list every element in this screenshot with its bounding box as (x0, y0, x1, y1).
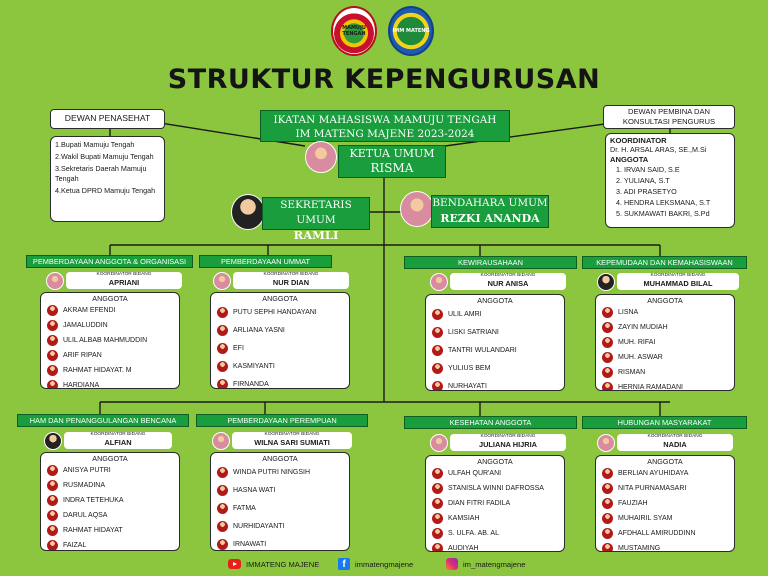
member-avatar (432, 468, 443, 479)
member-name: FIRNANDA (233, 380, 269, 388)
coordinator-label: KOORDINATOR BIDANG (264, 432, 320, 437)
member-name: ANISYA PUTRI (63, 467, 111, 474)
member-name: MUHAIRIL SYAM (618, 515, 673, 522)
list-item (596, 526, 734, 541)
division-title: PEMBERDAYAAN ANGGOTA & ORGANISASI (26, 255, 193, 268)
coordinator-avatar (597, 273, 615, 291)
coordinator-box (450, 434, 566, 451)
list-item (211, 303, 349, 321)
list-item (41, 508, 179, 523)
list-item (211, 339, 349, 357)
sekretaris-role: SEKRETARIS UMUM (280, 199, 352, 226)
dewan-penasehat-label: DEWAN PENASEHAT (64, 113, 151, 123)
member-avatar (217, 539, 228, 550)
coordinator-box (64, 432, 172, 449)
member-name: MUH. ASWAR (618, 354, 663, 361)
member-avatar (432, 327, 443, 338)
coordinator-name: NUR DIAN (272, 278, 310, 287)
member-avatar (432, 513, 443, 524)
list-item (41, 478, 179, 493)
list-item: 5. SUKMAWATI BAKRI, S.Pd (616, 209, 710, 218)
instagram-link[interactable] (446, 555, 525, 573)
member-name: HARDIANA (63, 382, 100, 389)
facebook-handle: immatengmajene (355, 559, 414, 569)
list-item (41, 463, 179, 478)
coordinator-name: WILNA SARI SUMIATI (254, 438, 330, 447)
list-item (211, 375, 349, 389)
member-name: ZAYIN MUDIAH (618, 324, 668, 331)
member-name: DIAN FITRI FADILA (448, 500, 511, 507)
list-item: 3. ADI PRASETYO (616, 187, 677, 196)
member-name: MUH. RIFAI (618, 339, 656, 346)
member-avatar (47, 495, 58, 506)
member-name: ULIL AMRI (448, 310, 482, 318)
instagram-handle: im_matengmajene (463, 559, 526, 569)
coordinator-box (233, 272, 349, 289)
member-name: FAUZIAH (618, 500, 648, 507)
member-avatar (432, 345, 443, 356)
member-avatar (217, 485, 228, 496)
list-item (41, 523, 179, 538)
member-avatar (47, 510, 58, 521)
youtube-handle: IMMATENG MAJENE (246, 559, 320, 569)
dewan-penasehat-list (50, 136, 165, 222)
instagram-icon (446, 558, 458, 570)
member-avatar (47, 320, 58, 331)
ketua-role: KETUA UMUM (349, 147, 435, 160)
member-name: ARLIANA YASNI (233, 326, 285, 334)
member-avatar (217, 379, 228, 390)
members-box (425, 294, 565, 391)
list-item (211, 481, 349, 499)
mamuju-tengah-logo: MAMUJU TENGAH (331, 6, 377, 56)
member-name: WINDA PUTRI NINGSIH (233, 468, 311, 476)
member-avatar (217, 307, 228, 318)
list-item (426, 377, 564, 391)
list-item (211, 499, 349, 517)
member-avatar (217, 325, 228, 336)
list-item (596, 541, 734, 552)
member-avatar (432, 498, 443, 509)
list-item (41, 318, 179, 333)
list-item (211, 321, 349, 339)
list-item (211, 517, 349, 535)
member-name: IRNAWATI (233, 540, 267, 548)
member-avatar (602, 498, 613, 509)
member-name: NITA PURNAMASARI (618, 485, 687, 492)
member-name: STANISLA WINNI DAFROSSA (448, 485, 544, 492)
list-item (426, 466, 564, 481)
member-avatar (602, 352, 613, 363)
list-item (596, 466, 734, 481)
member-avatar (47, 525, 58, 536)
coordinator-avatar (430, 434, 448, 452)
members-box (210, 452, 350, 551)
bendahara-role: BENDAHARA UMUM (432, 197, 548, 209)
member-name: NURHAYATI (448, 382, 487, 390)
member-avatar (47, 305, 58, 316)
list-item: 1. IRVAN SAID, S.E (616, 165, 680, 174)
member-avatar (47, 350, 58, 361)
anggota-label: ANGGOTA (262, 294, 298, 303)
list-item (211, 357, 349, 375)
member-name: BERLIAN AYUHIDAYA (618, 470, 689, 477)
coordinator-name: NUR ANISA (487, 279, 529, 288)
member-name: FAIZAL (63, 542, 87, 549)
division-title: PEMBERDAYAAN PEREMPUAN (196, 414, 368, 427)
list-item: 4.Ketua DPRD Mamuju Tengah (55, 186, 156, 195)
list-item: 2. YULIANA, S.T (616, 176, 670, 185)
anggota-label: ANGGOTA (647, 296, 683, 305)
member-name: AKRAM EFENDI (63, 307, 116, 314)
member-avatar (217, 361, 228, 372)
member-name: NURHIDAYANTI (233, 522, 285, 530)
facebook-link[interactable] (338, 555, 413, 573)
list-item (596, 320, 734, 335)
list-item (596, 481, 734, 496)
anggota-label: ANGGOTA (262, 454, 298, 463)
imm-mateng-logo: IMM MATENG (388, 6, 434, 56)
sekretaris-box (262, 197, 370, 242)
bendahara-name: REZKI ANANDA (440, 212, 540, 225)
list-item (596, 380, 734, 391)
sekretaris-avatar (231, 194, 265, 230)
list-item (426, 511, 564, 526)
member-avatar (602, 367, 613, 378)
ketua-avatar (305, 141, 337, 173)
member-name: AUDIYAH (448, 545, 479, 552)
list-item (41, 538, 179, 551)
member-avatar (47, 335, 58, 346)
division-title: PEMBERDAYAAN UMMAT (199, 255, 332, 268)
member-avatar (47, 380, 58, 389)
coordinator-box (617, 273, 739, 290)
member-name: LISKI SATRIANI (448, 328, 499, 336)
division-title: HAM DAN PENANGGULANGAN BENCANA (17, 414, 189, 427)
koordinator-name: Dr. H. ARSAL ARAS, SE.,M.Si (610, 145, 707, 154)
member-name: ULFAH QUR'ANI (448, 470, 502, 477)
coordinator-box (66, 272, 182, 289)
coordinator-box (617, 434, 733, 451)
list-item (426, 496, 564, 511)
division-title: HUBUNGAN MASYARAKAT (582, 416, 747, 429)
member-name: YULIUS BEM (448, 364, 491, 372)
list-item (41, 378, 179, 389)
organization-name: IKATAN MAHASISWA MAMUJU TENGAH (273, 114, 497, 126)
member-avatar (432, 483, 443, 494)
anggota-label: ANGGOTA (477, 457, 513, 466)
member-name: KASMIYANTI (233, 362, 275, 370)
member-avatar (217, 467, 228, 478)
ketua-name: RISMA (370, 161, 414, 175)
coordinator-label: KOORDINATOR BIDANG (647, 434, 703, 439)
list-item: 2.Wakil Bupati Mamuju Tengah (55, 152, 154, 161)
list-item (41, 348, 179, 363)
youtube-icon (228, 559, 241, 569)
coordinator-avatar (430, 273, 448, 291)
list-item (596, 335, 734, 350)
member-name: RISMAN (618, 369, 646, 376)
division-title: KEWIRAUSAHAAN (404, 256, 577, 269)
list-item (596, 496, 734, 511)
member-avatar (47, 480, 58, 491)
member-name: PUTU SEPHI HANDAYANI (233, 308, 317, 316)
member-name: ARIF RIPAN (63, 352, 102, 359)
coordinator-label: KOORDINATOR BIDANG (96, 272, 152, 277)
members-box (40, 452, 180, 551)
list-item (426, 341, 564, 359)
coordinator-box (450, 273, 566, 290)
list-item (426, 526, 564, 541)
list-item: 3.Sekretaris Daerah Mamuju Tengah (55, 164, 147, 183)
member-avatar (217, 503, 228, 514)
coordinator-box (232, 432, 352, 449)
list-item (426, 323, 564, 341)
member-avatar (602, 513, 613, 524)
member-name: EFI (233, 344, 244, 352)
member-name: RAHMAT HIDAYAT (63, 527, 123, 534)
member-avatar (602, 483, 613, 494)
member-avatar (432, 309, 443, 320)
member-name: MUSTAMING (618, 545, 661, 552)
member-avatar (47, 365, 58, 376)
anggota-label: ANGGOTA (477, 296, 513, 305)
list-item (596, 365, 734, 380)
list-item (41, 303, 179, 318)
list-item: 1.Bupati Mamuju Tengah (55, 140, 135, 149)
bendahara-avatar (400, 191, 434, 227)
dewan-pembina-list (605, 133, 735, 228)
coordinator-label: KOORDINATOR BIDANG (480, 434, 536, 439)
members-box (210, 292, 350, 389)
members-box (425, 455, 565, 552)
division-title: KEPEMUDAAN DAN KEMAHASISWAAN (582, 256, 747, 269)
list-item (596, 350, 734, 365)
member-name: KAMSIAH (448, 515, 480, 522)
dewan-penasehat-title (50, 109, 165, 129)
member-name: S. ULFA. AB. AL (448, 530, 499, 537)
member-avatar (432, 381, 443, 392)
list-item (426, 305, 564, 323)
members-box (595, 294, 735, 391)
list-item (41, 493, 179, 508)
sekretaris-name: RAMLI (293, 228, 339, 242)
member-avatar (432, 363, 443, 374)
anggota-label: ANGGOTA (647, 457, 683, 466)
member-avatar (217, 343, 228, 354)
coordinator-avatar (212, 432, 230, 450)
coordinator-name: NADIA (663, 440, 687, 449)
coordinator-avatar (44, 432, 62, 450)
member-avatar (602, 528, 613, 539)
list-item (211, 463, 349, 481)
member-name: FATMA (233, 504, 256, 512)
coordinator-name: ALFIAN (104, 438, 132, 447)
koordinator-label: KOORDINATOR (610, 136, 667, 145)
dewan-pembina-label: DEWAN PEMBINA DAN KONSULTASI PENGURUS (622, 107, 716, 126)
member-name: LISNA (618, 309, 639, 316)
anggota-label: ANGGOTA (92, 454, 128, 463)
list-item: 4. HENDRA LEKSMANA, S.T (616, 198, 711, 207)
coordinator-name: MUHAMMAD BILAL (643, 279, 713, 288)
facebook-icon: f (338, 558, 350, 570)
list-item (426, 541, 564, 552)
member-avatar (602, 543, 613, 552)
member-name: INDRA TETEHUKA (63, 497, 124, 504)
coordinator-avatar (46, 272, 64, 290)
coordinator-label: KOORDINATOR BIDANG (90, 432, 146, 437)
member-name: RUSMADINA (63, 482, 106, 489)
coordinator-label: KOORDINATOR BIDANG (650, 273, 706, 278)
dewan-pembina-title (603, 105, 735, 129)
member-name: ULIL ALBAB MAHMUDDIN (63, 337, 148, 344)
list-item (41, 363, 179, 378)
coordinator-label: KOORDINATOR BIDANG (263, 272, 319, 277)
members-box (40, 292, 180, 389)
member-avatar (47, 465, 58, 476)
page-title: STRUKTUR KEPENGURUSAN (167, 64, 601, 95)
anggota-label: ANGGOTA (610, 155, 649, 164)
coordinator-avatar (213, 272, 231, 290)
coordinator-name: APRIANI (108, 278, 140, 287)
organization-period: IM MATENG MAJENE 2023-2024 (295, 128, 475, 140)
coordinator-label: KOORDINATOR BIDANG (480, 273, 536, 278)
member-avatar (602, 307, 613, 318)
member-avatar (432, 543, 443, 552)
member-avatar (432, 528, 443, 539)
ketua-box (338, 145, 446, 178)
list-item (426, 481, 564, 496)
member-avatar (47, 540, 58, 551)
bendahara-box (431, 195, 549, 228)
member-name: RAHMAT HIDAYAT. M (63, 367, 132, 374)
member-name: JAMALUDDIN (63, 322, 108, 329)
member-name: HERNIA RAMADANI (618, 384, 683, 391)
members-box (595, 455, 735, 552)
list-item (596, 305, 734, 320)
member-name: DARUL AQSA (63, 512, 108, 519)
member-avatar (602, 468, 613, 479)
member-avatar (217, 521, 228, 532)
member-name: AFDHALL AMIRUDDINN (618, 530, 696, 537)
member-name: TANTRI WULANDARI (448, 346, 517, 354)
coordinator-name: JULIANA HIJRIA (478, 440, 538, 449)
youtube-link[interactable] (228, 555, 319, 573)
list-item (41, 333, 179, 348)
member-avatar (602, 337, 613, 348)
member-name: HASNA WATI (233, 486, 276, 494)
member-avatar (602, 322, 613, 333)
list-item (426, 359, 564, 377)
coordinator-avatar (597, 434, 615, 452)
organization-name-box (260, 110, 510, 142)
anggota-label: ANGGOTA (92, 294, 128, 303)
list-item (596, 511, 734, 526)
list-item (211, 535, 349, 551)
member-avatar (602, 382, 613, 391)
division-title: KESEHATAN ANGGOTA (404, 416, 577, 429)
